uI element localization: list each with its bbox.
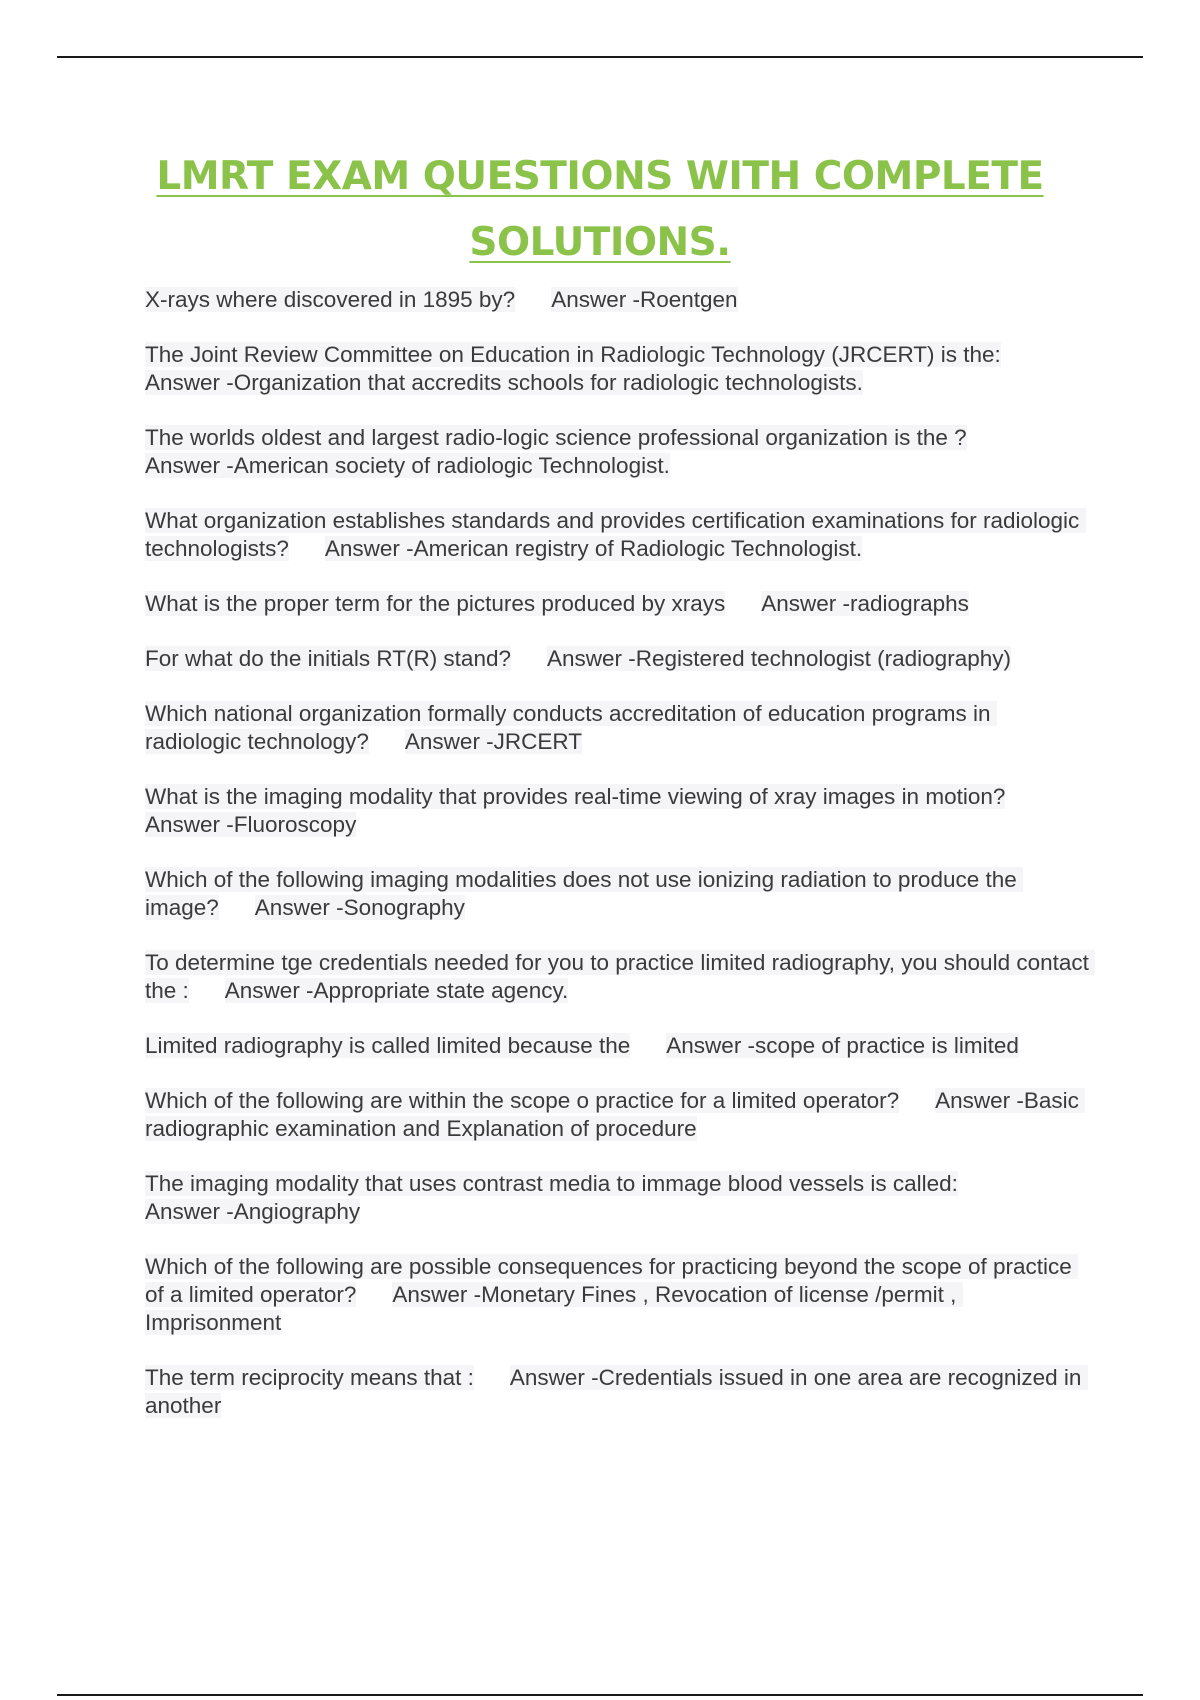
answer-text: Answer -Basic radiographic examination and Explanation of procedure (145, 1088, 1086, 1141)
question-text: The Joint Review Committee on Education in Radiologic Technology (JRCERT) is the: (145, 342, 1001, 367)
question-text: What organization establishes standards and provides certification examinations for radiologic technologists? (145, 508, 1086, 561)
qa-item (145, 507, 1090, 563)
answer-text: Answer -Angiography (145, 1199, 361, 1224)
question-text: Limited radiography is called limited because the (145, 1033, 631, 1058)
answer-text: Answer -American society of radiologic Technologist. (145, 453, 670, 478)
answer-text: Answer -Organization that accredits schools for radiologic technologists. (145, 370, 863, 395)
answer-text: Answer -Credentials issued in one area are recognized in another (145, 1365, 1088, 1418)
qa-item (145, 866, 1090, 922)
question-text: To determine tge credentials needed for you to practice limited radiography, you should contact the : (145, 950, 1096, 1003)
question-text: The worlds oldest and largest radio-logic science professional organization is the ? (145, 425, 967, 450)
qa-item (145, 1087, 1090, 1143)
qa-item (145, 949, 1096, 1005)
qa-list (145, 286, 1096, 1447)
title-line-2: SOLUTIONS. (469, 220, 731, 265)
qa-item (145, 424, 1090, 480)
qa-item (145, 590, 1090, 618)
question-text: Which of the following are within the scope o practice for a limited operator? (145, 1088, 900, 1113)
qa-item (145, 1364, 1090, 1420)
question-text: For what do the initials RT(R) stand? (145, 646, 511, 671)
qa-item (145, 645, 1090, 673)
answer-text: Answer -American registry of Radiologic Technologist. (324, 536, 863, 561)
answer-text: Answer -scope of practice is limited (666, 1033, 1019, 1058)
qa-item (145, 1253, 1090, 1337)
question-text: X-rays where discovered in 1895 by? (145, 287, 516, 312)
question-text: What is the imaging modality that provides real-time viewing of xray images in motion? (145, 784, 1006, 809)
qa-item (145, 1170, 1090, 1226)
answer-text: Answer -Appropriate state agency. (224, 978, 569, 1003)
title-line-1: LMRT EXAM QUESTIONS WITH COMPLETE (156, 154, 1044, 199)
qa-item (145, 783, 1090, 839)
question-text: Which of the following imaging modalities does not use ionizing radiation to produce the image? (145, 867, 1024, 920)
question-text: The imaging modality that uses contrast media to immage blood vessels is called: (145, 1171, 958, 1196)
header-rule (57, 56, 1143, 58)
qa-item (145, 700, 1090, 756)
qa-item (145, 286, 1090, 314)
answer-text: Answer -Sonography (254, 895, 465, 920)
qa-item (145, 1032, 1090, 1060)
answer-text: Answer -Roentgen (551, 287, 738, 312)
answer-text: Answer -Fluoroscopy (145, 812, 357, 837)
question-text: Which of the following are possible consequences for practicing beyond the scope of practice of a limited operator? (145, 1254, 1079, 1307)
answer-text: Answer -Registered technologist (radiography) (547, 646, 1011, 671)
question-text: The term reciprocity means that : (145, 1365, 474, 1390)
page-title (100, 144, 1100, 276)
question-text: What is the proper term for the pictures produced by xrays (145, 591, 726, 616)
answer-text: Answer -JRCERT (404, 729, 583, 754)
question-text: Which national organization formally conducts accreditation of education programs in radiologic technology? (145, 701, 997, 754)
footer-rule (57, 1694, 1143, 1696)
answer-text: Answer -Monetary Fines , Revocation of license /permit , Imprisonment (145, 1282, 963, 1335)
qa-item (145, 341, 1090, 397)
answer-text: Answer -radiographs (761, 591, 969, 616)
